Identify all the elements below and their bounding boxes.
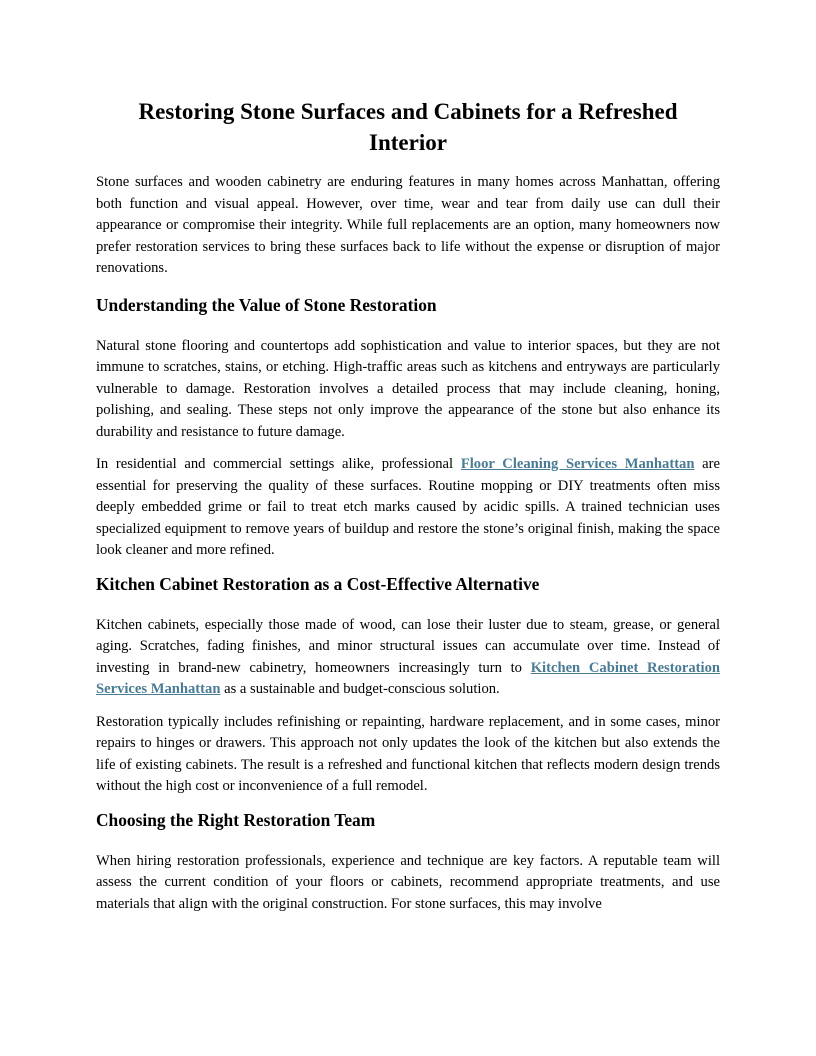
stone-restoration-paragraph-1: Natural stone flooring and countertops add sophistication and value to interior spaces, but they are not immune to scratches, stains, or etching. High-traffic areas such as kitchens and entryways are particularly vulnerable to damage. Restoration involves a detailed process that may include cleaning, honing, polishing, and sealing. These steps not only improve the appearance of the stone but also enhance its durability and resistance to future damage.: [96, 337, 720, 440]
document-title: Restoring Stone Surfaces and Cabinets for a Refreshed Interior: [138, 99, 678, 155]
document-page: [96, 96, 720, 926]
restoration-team-paragraph-1: When hiring restoration professionals, experience and technique are key factors. A reputable team will assess the current condition of your floors or cabinets, recommend appropriate treatments, and use materials that align with the original construction. For stone surfaces, this may involve: [96, 852, 720, 912]
section-heading-kitchen-cabinet: Kitchen Cabinet Restoration as a Cost-Effective Alternative: [96, 573, 540, 594]
intro-paragraph: Stone surfaces and wooden cabinetry are enduring features in many homes across Manhattan, offering both function and visual appeal. However, over time, wear and tear from daily use can dull their appearance or compromise their integrity. While full replacements are an option, many homeowners now prefer restoration services to bring these surfaces back to life without the expense or disruption of major renovations.: [96, 174, 720, 276]
stone-restoration-paragraph-2: [96, 454, 720, 562]
kitchen-cabinet-restoration-link[interactable]: Kitchen Cabinet Restoration Services Manhattan: [96, 659, 720, 697]
kitchen-cabinet-paragraph-2: Restoration typically includes refinishing or repainting, hardware replacement, and in some cases, minor repairs to hinges or drawers. This approach not only updates the look of the kitchen but also extends the life of existing cabinets. The result is a refreshed and functional kitchen that reflects modern design trends without the high cost or inconvenience of a full remodel.: [96, 713, 720, 794]
paragraph-text: as a sustainable and budget-conscious solution.: [220, 681, 500, 697]
paragraph-text: In residential and commercial settings alike, professional: [96, 456, 461, 472]
paragraph-text: are essential for preserving the quality of these surfaces. Routine mopping or DIY treatments often miss deeply embedded grime or fail to treat etch marks caused by acidic spills. A trained technician uses specialized equipment to remove years of buildup and restore the stone’s original finish, making the space look cleaner and more refined.: [96, 456, 720, 558]
section-heading-restoration-team: Choosing the Right Restoration Team: [96, 809, 376, 830]
section-heading-stone-restoration: Understanding the Value of Stone Restoration: [96, 294, 437, 315]
kitchen-cabinet-paragraph-1: [96, 615, 720, 701]
floor-cleaning-services-link[interactable]: Floor Cleaning Services Manhattan: [460, 456, 695, 472]
paragraph-text: Kitchen cabinets, especially those made of wood, can lose their luster due to steam, grease, or general aging. Scratches, fading finishes, and minor structural issues can accumulate over time. Instead of investing in brand-new cabinetry, homeowners increasingly turn to: [96, 616, 720, 676]
